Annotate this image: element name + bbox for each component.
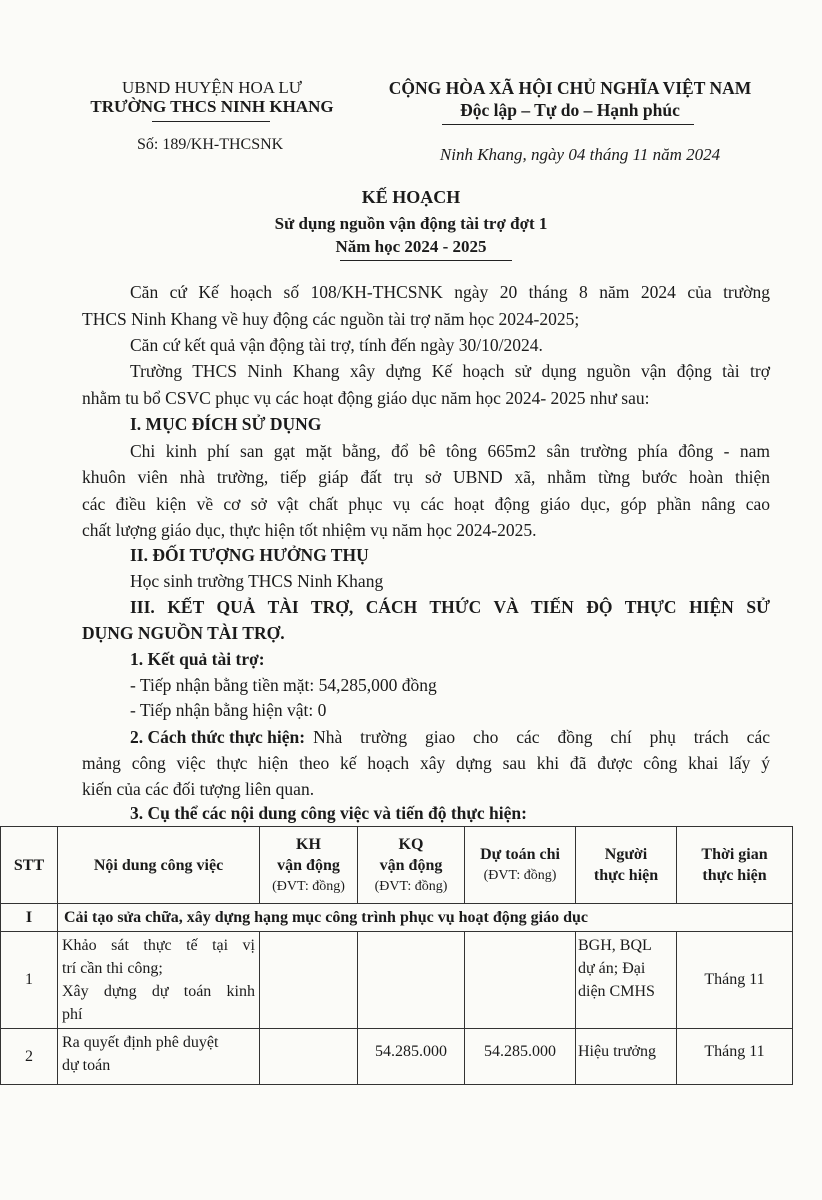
row1-person-line3: diện CMHS [578,983,655,1000]
header-time [677,827,793,904]
row1-content-line1: Khảo sát thực tế tại vị [62,937,255,954]
header-budget-line1: Dự toán chi [480,846,560,863]
header-content: Nội dung công việc [58,827,260,904]
national-motto: Độc lập – Tự do – Hạnh phúc [460,100,680,120]
header-time-line2: thực hiện [702,867,767,884]
row2-time: Tháng 11 [677,1029,793,1085]
row2-kh [260,1029,358,1085]
row2-stt: 2 [1,1029,58,1085]
table-section-row [1,904,793,932]
section-3-heading-line2: DỤNG NGUỒN TÀI TRỢ. [82,623,285,643]
row2-content-line1: Ra quyết định phê duyệt [62,1034,219,1051]
row1-content-line3: Xây dựng dự toán kinh [62,983,255,1000]
cash-received: - Tiếp nhận bằng tiền mặt: 54,285,000 đồng [130,675,437,695]
section-title: Cải tạo sửa chữa, xây dựng hạng mục công trình phục vụ hoạt động giáo dục [58,904,793,932]
row1-time: Tháng 11 [677,932,793,1029]
in-kind-received: - Tiếp nhận bằng hiện vật: 0 [130,700,327,720]
section-1-line3: các điều kiện về cơ sở vật chất phục vụ các hoạt động giáo dục, góp phần nâng cao [82,494,770,514]
section-1-heading: I. MỤC ĐÍCH SỬ DỤNG [130,414,322,434]
header-kh-line1: KH [296,835,321,853]
header-kh-line2: vận động [277,856,340,874]
row1-person-line1: BGH, BQL [578,937,652,954]
row1-content-line2: trí cần thi công; [62,960,163,977]
header-kq-line2: vận động [379,856,443,874]
row2-content [58,1029,260,1085]
row1-person [576,932,677,1029]
row2-kq: 54.285.000 [358,1029,465,1085]
header-kh-unit: (ĐVT: đồng) [272,878,345,894]
header-kh [260,827,358,904]
row1-content-line4: phí [62,1006,83,1023]
document-subtitle: Sử dụng nguồn vận động tài trợ đợt 1 [274,214,548,233]
motto-underline [442,124,694,125]
header-budget [465,827,576,904]
section-3-heading-line1: III. KẾT QUẢ TÀI TRỢ, CÁCH THỨC VÀ TIẾN ĐỘ THỰC HIỆN SỬ [130,597,770,617]
national-title: CỘNG HÒA XÃ HỘI CHỦ NGHĨA VIỆT NAM [388,78,752,98]
paragraph-intro-line2: nhằm tu bổ CSVC phục vụ các hoạt động giáo dục năm học 2024- 2025 như sau: [82,388,650,408]
header-kq-line1: KQ [398,835,424,853]
header-person-line2: thực hiện [593,867,659,884]
table-row [1,1029,793,1085]
subsection-1-heading: 1. Kết quả tài trợ: [130,649,265,669]
section-1-line2: khuôn viên nhà trường, tiếp giáp đất trụ sở UBND xã, nhằm từng bước hoàn thiện [82,467,770,487]
work-plan-table [0,826,793,1085]
subsection-2-line2: mảng công việc thực hiện theo kế hoạch xây dựng sau khi đã được công khai lấy ý [82,753,770,773]
document-title: KẾ HOẠCH [361,187,461,207]
row1-person-line2: dự án; Đại [578,960,646,977]
subsection-2-heading: 2. Cách thức thực hiện: [130,727,306,747]
school-name-underline [152,121,270,122]
paragraph-basis-1-line1: Căn cứ Kế hoạch số 108/KH-THCSNK ngày 20 tháng 8 năm 2024 của trường [130,282,770,302]
subsection-2-text: Nhà trường giao cho các đồng chí phụ trách các [313,727,770,747]
row1-budget [465,932,576,1029]
row1-stt: 1 [1,932,58,1029]
table-row [1,932,793,1029]
section-1-line1: Chi kinh phí san gạt mặt bằng, đổ bê tông 665m2 sân trường phía đông - nam [130,441,770,461]
document-number: Số: 189/KH-THCSNK [137,136,284,153]
header-kq [358,827,465,904]
paragraph-basis-2: Căn cứ kết quả vận động tài trợ, tính đến ngày 30/10/2024. [130,335,543,355]
header-person [576,827,677,904]
place-date: Ninh Khang, ngày 04 tháng 11 năm 2024 [439,145,721,164]
school-year: Năm học 2024 - 2025 [335,237,487,256]
header-stt: STT [1,827,58,904]
row2-budget: 54.285.000 [465,1029,576,1085]
row2-content-line2: dự toán [62,1057,111,1074]
subsection-2-line1 [130,727,770,748]
row1-content [58,932,260,1029]
header-budget-unit: (ĐVT: đồng) [483,868,557,883]
subsection-3-heading: 3. Cụ thể các nội dung công việc và tiến độ thực hiện: [130,803,527,823]
row2-person: Hiệu trưởng [576,1029,677,1085]
header-time-line1: Thời gian [701,846,768,863]
table-header-row [1,827,793,904]
paragraph-basis-1-line2: THCS Ninh Khang về huy động các nguồn tài trợ năm học 2024-2025; [82,309,580,329]
section-2-text: Học sinh trường THCS Ninh Khang [130,571,384,591]
header-kq-unit: (ĐVT: đồng) [374,878,448,894]
agency-name: UBND HUYỆN HOA LƯ [122,78,302,97]
row1-kq [358,932,465,1029]
section-1-line4: chất lượng giáo dục, thực hiện tốt nhiệm vụ năm học 2024-2025. [82,520,537,540]
paragraph-intro-line1: Trường THCS Ninh Khang xây dựng Kế hoạch sử dụng nguồn vận động tài trợ [130,361,770,381]
row1-kh [260,932,358,1029]
title-underline [340,260,512,261]
section-2-heading: II. ĐỐI TƯỢNG HƯỞNG THỤ [130,545,369,565]
section-stt: I [1,904,58,932]
subsection-2-line3: kiến của các đối tượng liên quan. [82,779,315,799]
school-name: TRƯỜNG THCS NINH KHANG [90,97,334,116]
header-person-line1: Người [604,846,648,863]
